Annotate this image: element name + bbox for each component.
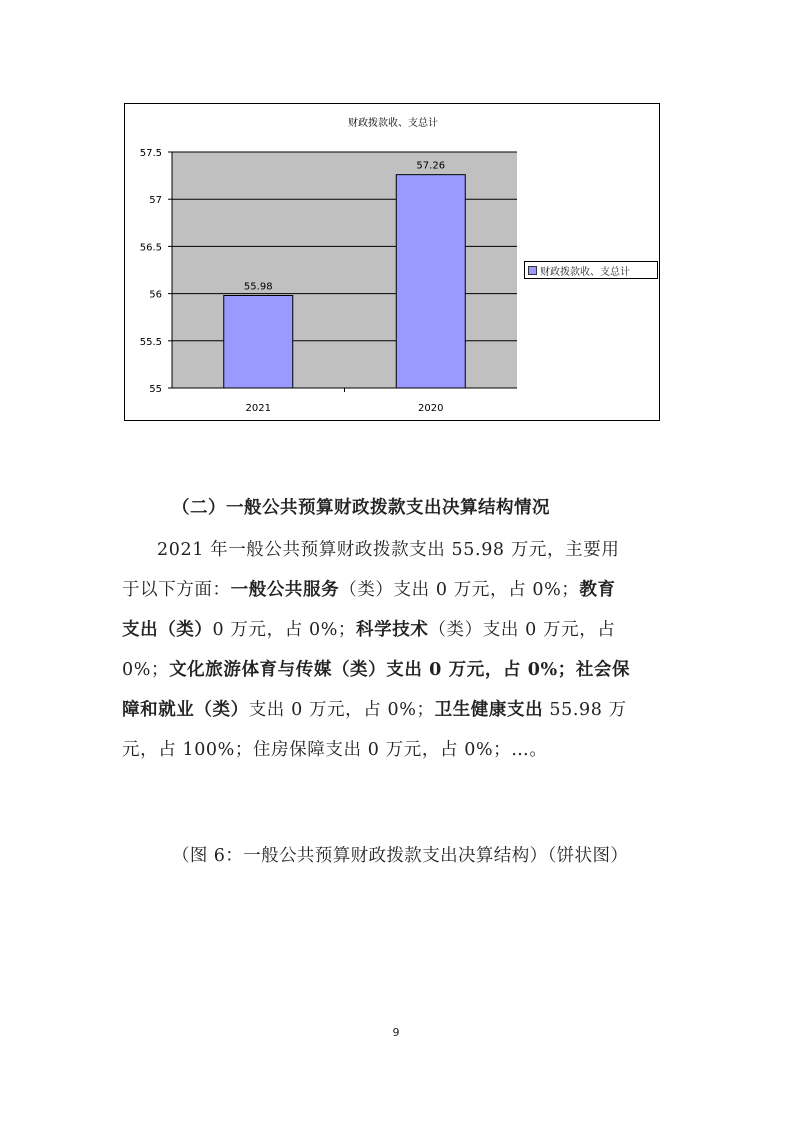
x-tick-label: 2021 [245,403,271,414]
bold-text-run: 文化旅游体育与传媒（类）支出 0 万元，占 0%；社会保 [169,660,631,680]
text-run: 于以下方面： [122,580,231,600]
text-run: 支出 0 万元，占 0%； [248,700,435,720]
chart-title: 财政拨款收、支总计 [348,118,438,129]
bold-text-run: 障和就业（类） [122,700,249,720]
data-label: 55.98 [243,281,273,293]
text-run: （类）支出 0 万元，占 [428,620,616,640]
section-heading: （二）一般公共预算财政拨款支出决算结构情况 [172,498,550,518]
y-tick-label: 57 [149,195,162,207]
paragraph-line [122,610,682,650]
text-run: （类）支出 0 万元，占 0%； [339,580,580,600]
bar [396,175,465,388]
y-tick-label: 55 [149,384,162,395]
text-run: 2021 年一般公共预算财政拨款支出 55.98 万元，主要用 [157,540,620,560]
text-run: 55.98 万 [543,700,627,720]
bold-text-run: 一般公共服务 [230,580,340,600]
legend-label: 财政拨款收、支总计 [540,266,630,278]
figure-caption: （图 6：一般公共预算财政拨款支出决算结构）（饼状图） [172,846,629,866]
text-run: 0%； [122,660,170,680]
chart-legend [524,261,658,279]
bold-text-run: 卫生健康支出 [434,700,544,720]
paragraph-line [122,730,682,770]
paragraph-line [122,530,682,570]
body-paragraph [122,530,682,770]
text-run: 0 万元，占 0%； [212,620,357,640]
bar [224,295,293,388]
y-tick-label: 55.5 [139,336,162,348]
y-tick-label: 57.5 [139,148,162,159]
bar-chart [124,103,660,421]
legend-swatch [528,266,537,275]
page-number: 9 [392,1026,400,1039]
y-tick-label: 56.5 [139,242,162,254]
paragraph-line [122,690,682,730]
bold-text-run: 支出（类） [122,620,213,640]
data-label: 57.26 [416,160,446,172]
bold-text-run: 教育 [579,580,616,600]
paragraph-line [122,570,682,610]
text-run: 元，占 100%；住房保障支出 0 万元，占 0%；…。 [122,740,548,760]
paragraph-line [122,650,682,690]
y-tick-label: 56 [149,289,162,301]
bold-text-run: 科学技术 [356,620,429,640]
x-tick-label: 2020 [418,403,444,414]
